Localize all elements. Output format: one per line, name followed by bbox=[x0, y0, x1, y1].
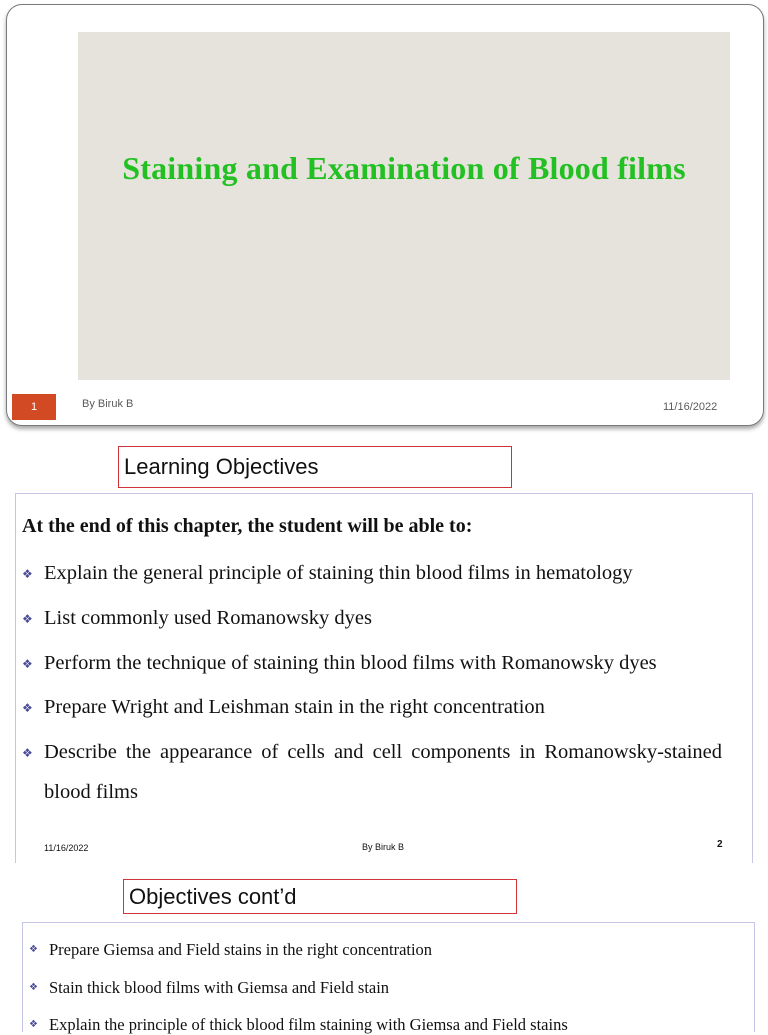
list-item-text: Describe the appearance of cells and cell components in Romanowsky-stained blood films bbox=[44, 741, 722, 803]
slide-author: By Biruk B bbox=[362, 842, 405, 852]
list-item-text: Perform the technique of staining thin blood films with Romanowsky dyes bbox=[44, 652, 657, 674]
slide-number-badge: 1 bbox=[12, 394, 56, 420]
list-item bbox=[29, 940, 729, 960]
list-item-text: Stain thick blood films with Giemsa and Field stain bbox=[49, 978, 390, 997]
title-panel bbox=[78, 32, 730, 380]
list-item bbox=[29, 1015, 729, 1035]
list-item-text: Prepare Wright and Leishman stain in the right concentration bbox=[44, 696, 545, 718]
diamond-bullet-icon: ❖ bbox=[29, 982, 38, 993]
slide-number: 2 bbox=[717, 839, 723, 850]
list-item-text: List commonly used Romanowsky dyes bbox=[44, 607, 372, 629]
diamond-bullet-icon: ❖ bbox=[29, 1019, 38, 1030]
diamond-bullet-icon: ❖ bbox=[29, 944, 38, 955]
diamond-bullet-icon: ❖ bbox=[22, 701, 33, 715]
learning-objectives-heading: Learning Objectives bbox=[118, 446, 512, 488]
diamond-bullet-icon: ❖ bbox=[22, 657, 33, 671]
slide-title: Staining and Examination of Blood films bbox=[122, 150, 686, 186]
list-item bbox=[22, 607, 722, 638]
list-item bbox=[22, 696, 722, 727]
slide-date: 11/16/2022 bbox=[44, 843, 89, 853]
slide-date: 11/16/2022 bbox=[663, 401, 718, 413]
diamond-bullet-icon: ❖ bbox=[22, 612, 33, 626]
list-item-text: Explain the principle of thick blood film staining with Giemsa and Field stains bbox=[49, 1015, 568, 1034]
list-item bbox=[22, 652, 722, 683]
objectives-intro: At the end of this chapter, the student will be able to: bbox=[22, 515, 473, 537]
list-item bbox=[29, 978, 729, 998]
objectives-cont-heading: Objectives cont’d bbox=[123, 879, 517, 914]
slide-author: By Biruk B bbox=[82, 398, 134, 410]
title-slide bbox=[6, 4, 764, 426]
list-item bbox=[22, 562, 722, 593]
diamond-bullet-icon: ❖ bbox=[22, 567, 33, 581]
diamond-bullet-icon: ❖ bbox=[22, 746, 33, 760]
list-item bbox=[22, 741, 722, 812]
list-item-text: Explain the general principle of staining thin blood films in hematology bbox=[44, 562, 633, 584]
list-item-text: Prepare Giemsa and Field stains in the right concentration bbox=[49, 940, 433, 959]
